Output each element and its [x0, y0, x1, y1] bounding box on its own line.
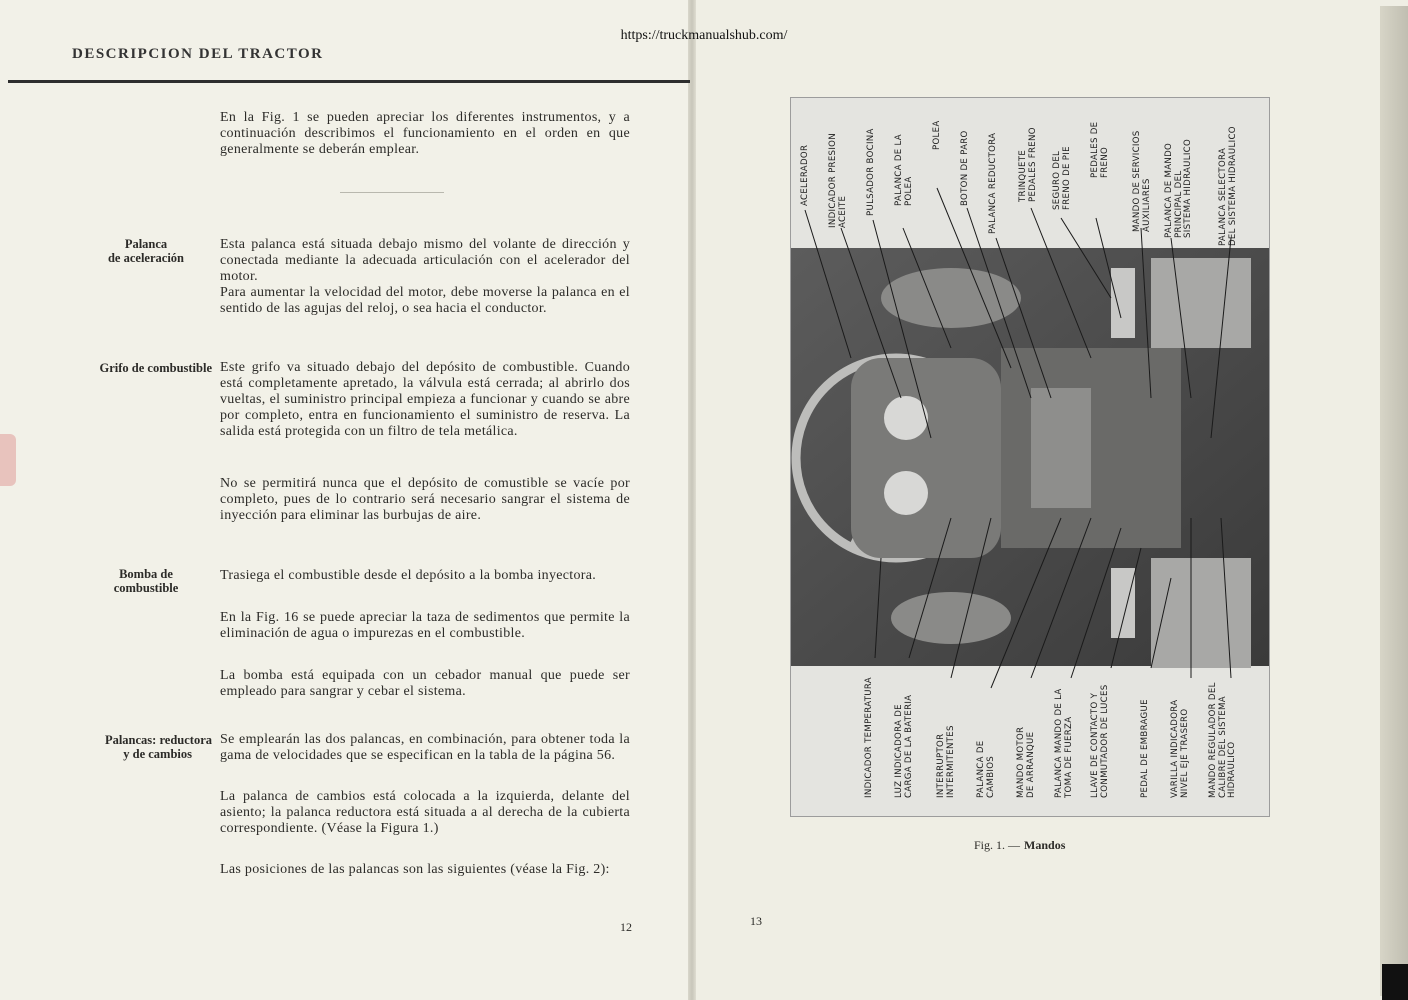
header-rule	[8, 80, 690, 83]
figure-caption	[974, 838, 1065, 853]
paragraph: Trasiega el combustible desde el depósito a la bomba inyectora.	[220, 568, 597, 583]
side-heading-line: combustible	[113, 581, 179, 595]
paragraph: Las posiciones de las palancas son las siguientes (véase la Fig. 2):	[220, 862, 610, 877]
figure-label: PALANCA DE LA POLEA	[894, 134, 914, 206]
caption-prefix: Fig. 1. —	[974, 838, 1021, 852]
paragraph: No se permitirá nunca que el depósito de comustible se vacíe por completo, pues de lo contrario será necesario sangrar el sistema de inyección para eliminar las burbujas de aire.	[220, 476, 630, 523]
side-heading-line: y de cambios	[123, 747, 192, 761]
book-spine	[688, 0, 696, 1000]
figure-label: PULSADOR BOCINA	[866, 128, 876, 216]
intro-paragraph: En la Fig. 1 se pueden apreciar los diferentes instrumentos, y a continuación describimos el funcionamiento en el orden en que generalmente se deberán emplear.	[220, 110, 630, 157]
figure-label: PALANCA MANDO DE LA TOMA DE FUERZA	[1054, 688, 1074, 798]
side-heading-line: Palancas: reductora	[104, 733, 212, 747]
paragraph: La palanca de cambios está colocada a la izquierda, delante del asiento; la palanca reductora está situada a al derecha de la cubierta correspondiente. (Véase la Figura 1.)	[220, 789, 630, 836]
side-heading-palanca-aceleracion	[96, 237, 196, 265]
paragraph: Esta palanca está situada debajo mismo del volante de dirección y conectada mediante la adecuada articulación con el acelerador del motor.	[220, 237, 630, 284]
caption-title: Mandos	[1024, 838, 1066, 852]
page-tab-mark	[0, 434, 16, 486]
scan-corner	[1382, 964, 1408, 1000]
page-edge	[1380, 6, 1408, 996]
tractor-controls-figure	[790, 97, 1270, 817]
figure-label: POLEA	[932, 120, 942, 150]
figure-label: MANDO REGULADOR DEL CALIBRE DEL SISTEMA HIDRAULICO	[1208, 682, 1237, 798]
page-number-left: 12	[620, 920, 632, 934]
figure-label: PALANCA SELECTORA DEL SISTEMA HIDRAULICO	[1218, 126, 1238, 246]
paragraph: Se emplearán las dos palancas, en combinación, para obtener toda la gama de velocidades que se especifican en la tabla de la página 56.	[220, 732, 630, 763]
figure-label: INDICADOR PRESION ACEITE	[828, 133, 848, 228]
side-heading-line: Palanca	[124, 237, 168, 251]
paragraph: Para aumentar la velocidad del motor, debe moverse la palanca en el sentido de las agujas del reloj, o sea hacia el conductor.	[220, 285, 630, 316]
figure-label: PEDALES DE FRENO	[1090, 121, 1110, 178]
figure-label: SEGURO DEL FRENO DE PIE	[1052, 146, 1072, 210]
section-divider	[340, 192, 444, 193]
figure-label: PALANCA DE MANDO PRINCIPAL DEL SISTEMA HIDRAULICO	[1164, 138, 1193, 238]
figure-label: MANDO MOTOR DE ARRANQUE	[1016, 726, 1036, 798]
page-header-title: DESCRIPCION DEL TRACTOR	[72, 46, 324, 62]
figure-label: MANDO DE SERVICIOS AUXILIARES	[1132, 130, 1152, 232]
side-heading-bomba	[96, 567, 196, 595]
figure-label: INTERRUPTOR INTERMITENTES	[936, 725, 956, 798]
figure-label: VARILLA INDICADORA NIVEL EJE TRASERO	[1170, 699, 1190, 798]
figure-label: LUZ INDICADORA DE CARGA DE LA BATERIA	[894, 694, 914, 798]
figure-label: LLAVE DE CONTACTO Y CONMUTADOR DE LUCES	[1090, 684, 1110, 798]
paragraph: Este grifo va situado debajo del depósito de combustible. Cuando está completamente apretado, la válvula está cerrada; al abrirlo dos vueltas, el suministro principal empieza a funcionar y cuando se abre por completo, entra en funcionamiento el suministro de reserva. La salida está protegida con un filtro de tela metálica.	[220, 360, 630, 439]
side-heading-grifo	[60, 361, 212, 375]
figure-label: INDICADOR TEMPERATURA	[864, 677, 874, 798]
side-heading-line: Grifo de combustible	[99, 361, 212, 375]
side-heading-line: de aceleración	[107, 251, 184, 265]
source-url[interactable]: https://truckmanualshub.com/	[620, 28, 788, 43]
figure-label: TRINQUETE PEDALES FRENO	[1018, 127, 1038, 202]
page-number-right: 13	[750, 914, 762, 928]
figure-label: PEDAL DE EMBRAGUE	[1140, 699, 1150, 798]
paragraph: La bomba está equipada con un cebador manual que puede ser empleado para sangrar y cebar el sistema.	[220, 668, 630, 699]
side-heading-palancas	[60, 733, 212, 761]
figure-label: BOTON DE PARO	[960, 130, 970, 206]
figure-label: PALANCA REDUCTORA	[988, 132, 998, 234]
paragraph: En la Fig. 16 se puede apreciar la taza de sedimentos que permite la eliminación de agua o impurezas en el combustible.	[220, 610, 630, 641]
figure-label: PALANCA DE CAMBIOS	[976, 740, 996, 798]
side-heading-line: Bomba de	[119, 567, 173, 581]
figure-label: ACELERADOR	[800, 144, 810, 206]
